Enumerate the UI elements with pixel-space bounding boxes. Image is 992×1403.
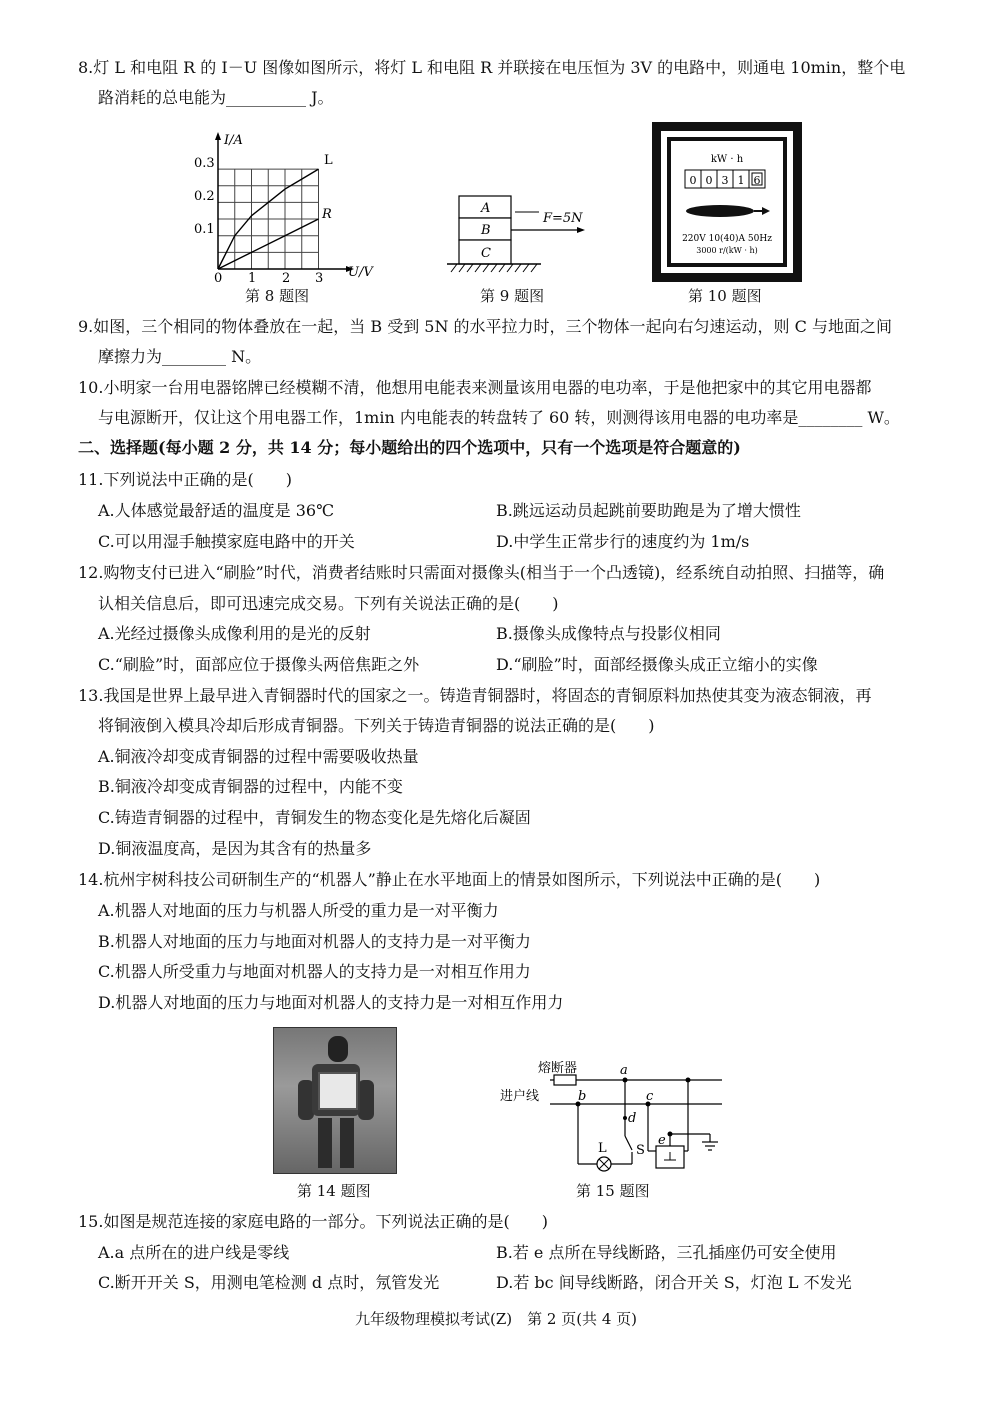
fig8-xtick: 2 xyxy=(282,271,291,283)
q11-option-c: C.可以用湿手触摸家庭电路中的开关 xyxy=(98,532,355,551)
q15-option-b: B.若 e 点所在导线断路，三孔插座仍可安全使用 xyxy=(496,1243,837,1262)
q14-option-b: B.机器人对地面的压力与地面对机器人的支持力是一对平衡力 xyxy=(98,932,531,951)
q13-line1: 13.我国是世界上最早进入青铜器时代的国家之一。铸造青铜器时，将固态的青铜原料加热使其变为液态铜液，再 xyxy=(78,686,872,705)
q11-stem: 11.下列说法中正确的是( ) xyxy=(78,470,292,489)
fig15-caption: 第 15 题图 xyxy=(576,1182,650,1200)
fig15-point-c: c xyxy=(646,1089,654,1104)
q15-option-c: C.断开开关 S，用测电笔检测 d 点时，氖管发光 xyxy=(98,1273,440,1292)
meter-digit: 6 xyxy=(753,174,761,187)
q13-option-a: A.铜液冷却变成青铜器的过程中需要吸收热量 xyxy=(98,747,419,766)
fig8-x-label: U/V xyxy=(348,265,373,280)
fig15-inlet-label: 进户线 xyxy=(500,1089,540,1104)
q8-line1: 8.灯 L 和电阻 R 的 I－U 图像如图所示，将灯 L 和电阻 R 并联接在电压恒为 3V 的电路中，则通电 10min，整个电 xyxy=(78,58,906,77)
fig8-ytick: 0.2 xyxy=(194,189,215,204)
q13-line2: 将铜液倒入模具冷却后形成青铜器。下列关于铸造青铜器的说法正确的是( ) xyxy=(98,716,655,735)
fig15-switch-label: S xyxy=(636,1143,645,1158)
q9-line1: 9.如图，三个相同的物体叠放在一起，当 B 受到 5N 的水平拉力时，三个物体一起向右匀速运动，则 C 与地面之间 xyxy=(78,317,892,336)
q13-option-d: D.铜液温度高，是因为其含有的热量多 xyxy=(98,839,372,858)
fig15-circuit xyxy=(498,1056,730,1178)
fig9-blocks xyxy=(445,190,595,282)
q12-option-d: D.“刷脸”时，面部经摄像头成正立缩小的实像 xyxy=(496,655,818,674)
section2-heading: 二、选择题(每小题 2 分，共 14 分；每小题给出的四个选项中，只有一个选项是符合题意的) xyxy=(78,438,741,457)
q14-option-d: D.机器人对地面的压力与地面对机器人的支持力是一对相互作用力 xyxy=(98,993,564,1012)
q13-option-b: B.铜液冷却变成青铜器的过程中，内能不变 xyxy=(98,777,403,796)
fig8-label-L: L xyxy=(324,153,333,168)
meter-digit: 0 xyxy=(705,174,713,187)
fig8-xtick: 0 xyxy=(214,271,223,283)
q14-option-a: A.机器人对地面的压力与机器人所受的重力是一对平衡力 xyxy=(98,901,499,920)
q14-stem: 14.杭州宇树科技公司研制生产的“机器人”静止在水平地面上的情景如图所示，下列说法中正确的是( ) xyxy=(78,870,821,889)
q9-line2: 摩擦力为________ N。 xyxy=(98,347,262,366)
robot-photo xyxy=(273,1027,397,1174)
q8-line2: 路消耗的总电能为__________ J。 xyxy=(98,88,334,107)
fig8-xtick: 1 xyxy=(248,271,257,283)
q14-option-c: C.机器人所受重力与地面对机器人的支持力是一对相互作用力 xyxy=(98,962,531,981)
fig8-ytick: 0.3 xyxy=(194,156,215,171)
fig9-block-a: A xyxy=(481,201,491,216)
q12-option-a: A.光经过摄像头成像利用的是光的反射 xyxy=(98,624,371,643)
fig9-block-c: C xyxy=(481,246,491,261)
q12-line1: 12.购物支付已进入“刷脸”时代，消费者结账时只需面对摄像头(相当于一个凸透镜)，经系统自动拍照、扫描等，确 xyxy=(78,563,885,582)
meter-digit: 0 xyxy=(689,174,697,187)
fig8-caption: 第 8 题图 xyxy=(245,287,310,305)
page-footer: 九年级物理模拟考试(Z) 第 2 页(共 4 页) xyxy=(355,1310,637,1328)
fig8-y-label: I/A xyxy=(224,133,243,148)
fig8-label-R: R xyxy=(322,207,332,222)
q12-line2: 认相关信息后，即可迅速完成交易。下列有关说法正确的是( ) xyxy=(98,594,559,613)
fig10-unit: kW · h xyxy=(710,154,744,165)
fig15-point-d: d xyxy=(628,1111,637,1126)
q13-option-c: C.铸造青铜器的过程中，青铜发生的物态变化是先熔化后凝固 xyxy=(98,808,531,827)
q11-option-a: A.人体感觉最舒适的温度是 36℃ xyxy=(98,501,334,520)
q11-option-d: D.中学生正常步行的速度约为 1m/s xyxy=(496,532,750,551)
fig10-meter xyxy=(652,122,802,282)
q12-option-b: B.摄像头成像特点与投影仪相同 xyxy=(496,624,721,643)
fig15-point-b: b xyxy=(578,1089,587,1104)
fig14-caption: 第 14 题图 xyxy=(297,1182,371,1200)
fig15-point-a: a xyxy=(620,1063,628,1078)
fig10-caption: 第 10 题图 xyxy=(688,287,762,305)
meter-digit: 3 xyxy=(721,174,729,187)
meter-digit: 1 xyxy=(737,174,745,187)
fig15-lamp-label: L xyxy=(598,1141,607,1156)
fig15-point-e: e xyxy=(658,1133,666,1148)
q15-option-a: A.a 点所在的进户线是零线 xyxy=(98,1243,290,1262)
fig9-block-b: B xyxy=(481,223,491,238)
q15-stem: 15.如图是规范连接的家庭电路的一部分。下列说法正确的是( ) xyxy=(78,1212,548,1231)
fig10-spec1: 220V 10(40)A 50Hz xyxy=(682,234,772,244)
q15-option-d: D.若 bc 间导线断路，闭合开关 S，灯泡 L 不发光 xyxy=(496,1273,852,1292)
fig10-spec2: 3000 r/(kW · h) xyxy=(696,246,758,255)
fig8-ytick: 0.1 xyxy=(194,222,215,237)
q10-line1: 10.小明家一台用电器铭牌已经模糊不清，他想用电能表来测量该用电器的电功率，于是他把家中的其它用电器都 xyxy=(78,378,872,397)
fig8-xtick: 3 xyxy=(315,271,324,283)
q10-line2: 与电源断开，仅让这个用电器工作，1min 内电能表的转盘转了 60 转，则测得该用电器的电功率是________ W。 xyxy=(98,408,900,427)
q11-option-b: B.跳远运动员起跳前要助跑是为了增大惯性 xyxy=(496,501,801,520)
q12-option-c: C.“刷脸”时，面部应位于摄像头两倍焦距之外 xyxy=(98,655,420,674)
fig9-force: F=5N xyxy=(543,211,583,226)
fig8-graph xyxy=(190,128,390,283)
fig15-fuse-label: 熔断器 xyxy=(538,1061,578,1076)
fig9-caption: 第 9 题图 xyxy=(480,287,545,305)
